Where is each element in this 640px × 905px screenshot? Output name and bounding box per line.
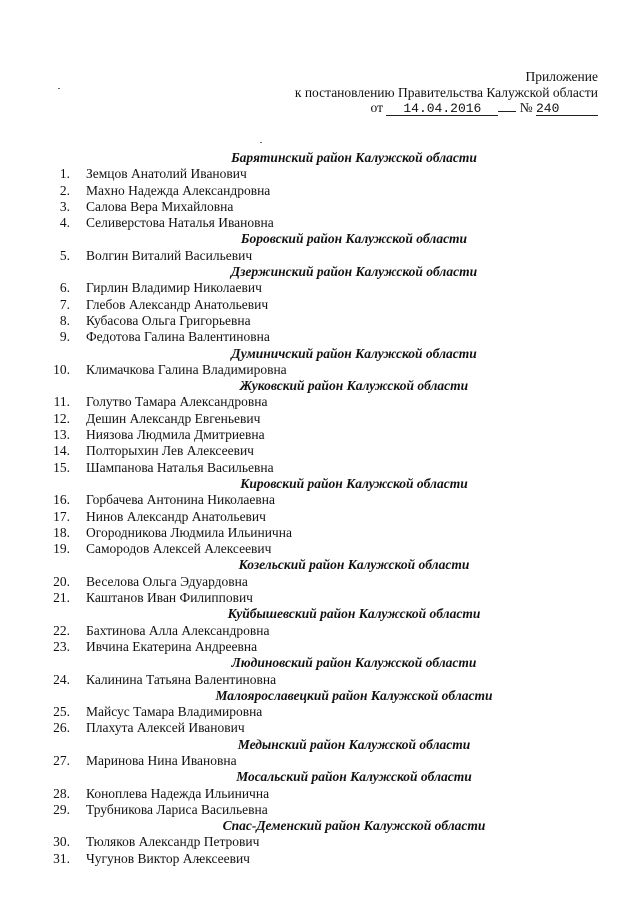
item-number: 11. [53, 394, 70, 410]
person-name: Федотова Галина Валентиновна [86, 329, 270, 345]
person-name: Климачкова Галина Владимировна [86, 361, 287, 377]
item-number: 13. [53, 427, 70, 443]
list-item [0, 297, 640, 313]
district-heading: Спас-Деменский район Калужской области [222, 818, 486, 834]
date-number-gap [498, 111, 516, 112]
list-item [0, 166, 640, 182]
list-item [0, 329, 640, 345]
district-heading: Жуковский район Калужской области [239, 378, 469, 394]
person-name: Шампанова Наталья Васильевна [86, 459, 274, 475]
list-item [0, 215, 640, 231]
person-name: Майсус Тамара Владимировна [86, 704, 263, 720]
person-name: Глебов Александр Анатольевич [86, 296, 269, 312]
person-name: Селиверстова Наталья Ивановна [86, 215, 274, 231]
person-name: Салова Вера Михайловна [86, 198, 234, 214]
district-heading: Дзержинский район Калужской области [230, 264, 478, 280]
list-item [0, 313, 640, 329]
district-heading: Кировский район Калужской области [240, 475, 468, 491]
item-number: 29. [53, 801, 70, 817]
list-item [0, 394, 640, 410]
person-name: Нинов Александр Анатольевич [86, 508, 266, 524]
person-name: Коноплева Надежда Ильинична [86, 785, 270, 801]
list-item [0, 492, 640, 508]
district-heading: Козельский район Калужской области [238, 557, 470, 573]
item-number: 15. [53, 459, 70, 475]
item-number: 6. [59, 280, 70, 296]
person-name: Волгин Виталий Васильевич [86, 247, 253, 263]
item-number: 28. [53, 785, 70, 801]
list-item [0, 509, 640, 525]
list-item [0, 460, 640, 476]
person-name: Махно Надежда Александровна [86, 182, 271, 198]
scan-speck [260, 142, 262, 143]
person-name: Трубникова Лариса Васильевна [86, 801, 268, 817]
list-item [0, 590, 640, 606]
item-number: 20. [53, 573, 70, 589]
nominee-list [0, 150, 640, 867]
item-number: 24. [53, 671, 70, 687]
district-heading: Барятинский район Калужской области [231, 150, 477, 165]
item-number: 27. [53, 752, 70, 768]
item-number: 19. [53, 541, 70, 557]
person-name: Кубасова Ольга Григорьевна [86, 312, 251, 328]
item-number: 21. [53, 590, 70, 606]
person-name: Калинина Татьяна Валентиновна [86, 671, 277, 687]
person-name: Голутво Тамара Александровна [86, 394, 268, 410]
list-item [0, 834, 640, 850]
list-item [0, 362, 640, 378]
person-name: Полторыхин Лев Алексеевич [86, 443, 254, 459]
item-number: 12. [53, 410, 70, 426]
list-item [0, 786, 640, 802]
list-item [0, 672, 640, 688]
decree-date: 14.04.2016 [386, 102, 498, 116]
person-name: Ивчина Екатерина Андреевна [86, 638, 258, 654]
item-number: 16. [53, 492, 70, 508]
list-item [0, 411, 640, 427]
person-name: Плахута Алексей Иванович [86, 720, 245, 736]
item-number: 2. [59, 182, 70, 198]
district-heading: Мосальский район Калужской области [236, 769, 472, 785]
item-number: 8. [59, 312, 70, 328]
decree-reference: к постановлению Правительства Калужской области [294, 84, 598, 100]
item-number: 22. [53, 622, 70, 638]
item-number: 3. [59, 198, 70, 214]
item-number: 26. [53, 720, 70, 736]
list-item [0, 248, 640, 264]
list-item [0, 704, 640, 720]
list-item [0, 720, 640, 736]
list-item [0, 525, 640, 541]
person-name: Самородов Алексей Алексеевич [86, 541, 272, 557]
item-number: 31. [53, 850, 70, 866]
list-item [0, 623, 640, 639]
item-number: 5. [59, 247, 70, 263]
list-item [0, 574, 640, 590]
appendix-header [295, 69, 598, 116]
list-item [0, 541, 640, 557]
item-number: 9. [59, 329, 70, 345]
item-number: 1. [59, 166, 70, 182]
scan-speck [58, 88, 60, 89]
list-item [0, 280, 640, 296]
district-heading: Малоярославецкий район Калужской области [215, 687, 493, 703]
list-item [0, 753, 640, 769]
district-heading: Медынский район Калужской области [237, 736, 471, 752]
list-item [0, 443, 640, 459]
person-name: Веселова Ольга Эдуардовна [86, 573, 248, 589]
district-heading: Боровский район Калужской области [240, 231, 468, 247]
person-name: Земцов Анатолий Иванович [86, 166, 247, 182]
person-name: Чугунов Виктор Алексеевич [86, 850, 250, 866]
list-item [0, 851, 640, 867]
list-item [0, 802, 640, 818]
district-heading: Людиновский район Калужской области [231, 655, 477, 671]
number-label: № [519, 100, 533, 115]
decree-date-number [371, 100, 599, 116]
person-name: Дешин Александр Евгеньевич [86, 410, 261, 426]
person-name: Горбачева Антонина Николаевна [86, 492, 275, 508]
person-name: Маринова Нина Ивановна [86, 752, 237, 768]
item-number: 23. [53, 638, 70, 654]
item-number: 10. [53, 361, 70, 377]
from-label: от [370, 100, 383, 115]
list-item [0, 199, 640, 215]
item-number: 30. [53, 834, 70, 850]
person-name: Каштанов Иван Филиппович [86, 590, 253, 606]
district-heading: Думиничский район Калужской области [231, 345, 477, 361]
item-number: 14. [53, 443, 70, 459]
person-name: Бахтинова Алла Александровна [86, 622, 270, 638]
item-number: 7. [59, 296, 70, 312]
list-item [0, 427, 640, 443]
item-number: 4. [59, 215, 70, 231]
person-name: Ниязова Людмила Дмитриевна [86, 427, 265, 443]
list-item [0, 183, 640, 199]
list-item [0, 639, 640, 655]
person-name: Огородникова Людмила Ильинична [86, 524, 292, 540]
decree-number: 240 [536, 102, 598, 116]
person-name: Тюляков Александр Петрович [86, 834, 260, 850]
item-number: 18. [53, 524, 70, 540]
item-number: 25. [53, 704, 70, 720]
item-number: 17. [53, 508, 70, 524]
appendix-title: Приложение [525, 69, 598, 84]
person-name: Гирлин Владимир Николаевич [86, 280, 262, 296]
district-heading: Куйбышевский район Калужской области [227, 606, 481, 622]
